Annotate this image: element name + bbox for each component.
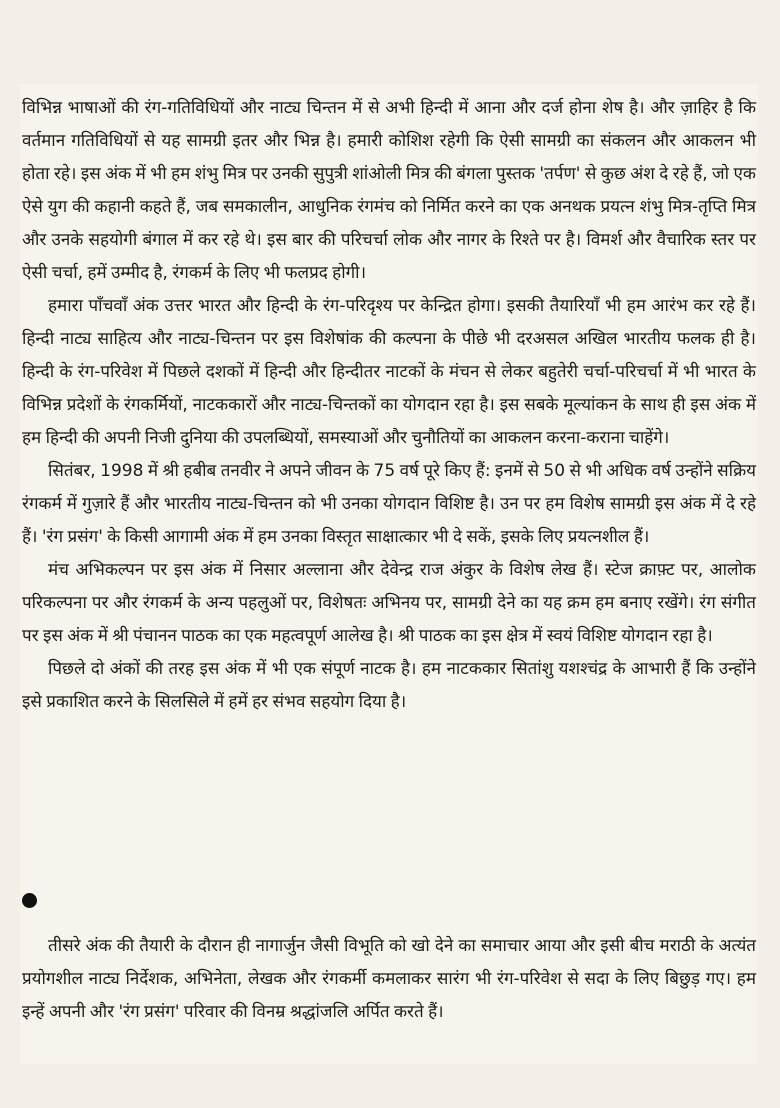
closing-paragraph: तीसरे अंक की तैयारी के दौरान ही नागार्जुन जैसी विभूति को खो देने का समाचार आया और इसी बीच मराठी के अत्यंत प्रयोगशील नाट्य निर्देशक, अभिनेता, लेखक और रंगकर्मी कमलाकर सारंग भी रंग-परिवेश से सदा के लिए बिछुड़ गए। हम इन्हें अपनी और 'रंग प्रसंग' परिवार की विनम्र श्रद्धांजलि अर्पित करते हैं। bbox=[22, 936, 756, 1022]
paragraph-4: मंच अभिकल्पन पर इस अंक में निसार अल्लाना और देवेन्द्र राज अंकुर के विशेष लेख हैं। स्टेज क्राफ़्ट पर, आलोक परिकल्पना पर और रंगकर्म के अन्य पहलुओं पर, विशेषतः अभिनय पर, सामग्री देने का यह क्रम हम बनाए रखेंगे। रंग संगीत पर इस अंक में श्री पंचानन पाठक का एक महत्वपूर्ण आलेख है। श्री पाठक का इस क्षेत्र में स्वयं विशिष्ट योगदान रहा है। bbox=[22, 560, 756, 646]
closing-section bbox=[22, 930, 756, 1029]
section-bullet bbox=[22, 893, 37, 908]
article-body bbox=[22, 92, 756, 719]
paragraph-3: सितंबर, 1998 में श्री हबीब तनवीर ने अपने जीवन के 75 वर्ष पूरे किए हैं: इनमें से 50 से भी अधिक वर्ष उन्होंने सक्रिय रंगकर्म में गुज़ारे हैं और भारतीय नाट्य-चिन्तन को भी उनका योगदान विशिष्ट है। उन पर हम विशेष सामग्री इस अंक में दे रहे हैं। 'रंग प्रसंग' के किसी आगामी अंक में हम उनका विस्तृत साक्षात्कार भी दे सकें, इसके लिए प्रयत्नशील हैं। bbox=[22, 461, 756, 547]
paragraph-1: विभिन्न भाषाओं की रंग-गतिविधियों और नाट्य चिन्तन में से अभी हिन्दी में आना और दर्ज होना शेष है। और ज़ाहिर है कि वर्तमान गतिविधियों से यह सामग्री इतर और भिन्न है। हमारी कोशिश रहेगी कि ऐसी सामग्री का संकलन और आकलन भी होता रहे। इस अंक में भी हम शंभु मित्र पर उनकी सुपुत्री शांओली मित्र की बंगला पुस्तक 'तर्पण' से कुछ अंश दे रहे हैं, जो एक ऐसे युग की कहानी कहते हैं, जब समकालीन, आधुनिक रंगमंच को निर्मित करने का एक अनथक प्रयत्न शंभु मित्र-तृप्ति मित्र और उनके सहयोगी बंगाल में कर रहे थे। इस बार की परिचर्चा लोक और नागर के रिश्ते पर है। विमर्श और वैचारिक स्तर पर ऐसी चर्चा, हमें उम्मीद है, रंगकर्म के लिए भी फलप्रद होगी। bbox=[22, 98, 756, 283]
paragraph-2: हमारा पाँचवाँ अंक उत्तर भारत और हिन्दी के रंग-परिदृश्य पर केन्द्रित होगा। इसकी तैयारियाँ भी हम आरंभ कर रहे हैं। हिन्दी नाट्य साहित्य और नाट्य-चिन्तन पर इस विशेषांक की कल्पना के पीछे भी दरअसल अखिल भारतीय फलक ही है। हिन्दी के रंग-परिवेश में पिछले दशकों में हिन्दी और हिन्दीतर नाटकों के मंचन से लेकर बहुतेरी चर्चा-परिचर्चा में भी भारत के विभिन्न प्रदेशों के रंगकर्मियों, नाटककारों और नाट्य-चिन्तकों का योगदान रहा है। इस सबके मूल्यांकन के साथ ही इस अंक में हम हिन्दी की अपनी निजी दुनिया की उपलब्धियों, समस्याओं और चुनौतियों का आकलन करना-कराना चाहेंगे। bbox=[22, 296, 756, 448]
paragraph-5: पिछले दो अंकों की तरह इस अंक में भी एक संपूर्ण नाटक है। हम नाटककार सितांशु यशश्चंद्र के आभारी हैं कि उन्होंने इसे प्रकाशित करने के सिलसिले में हमें हर संभव सहयोग दिया है। bbox=[22, 659, 756, 712]
